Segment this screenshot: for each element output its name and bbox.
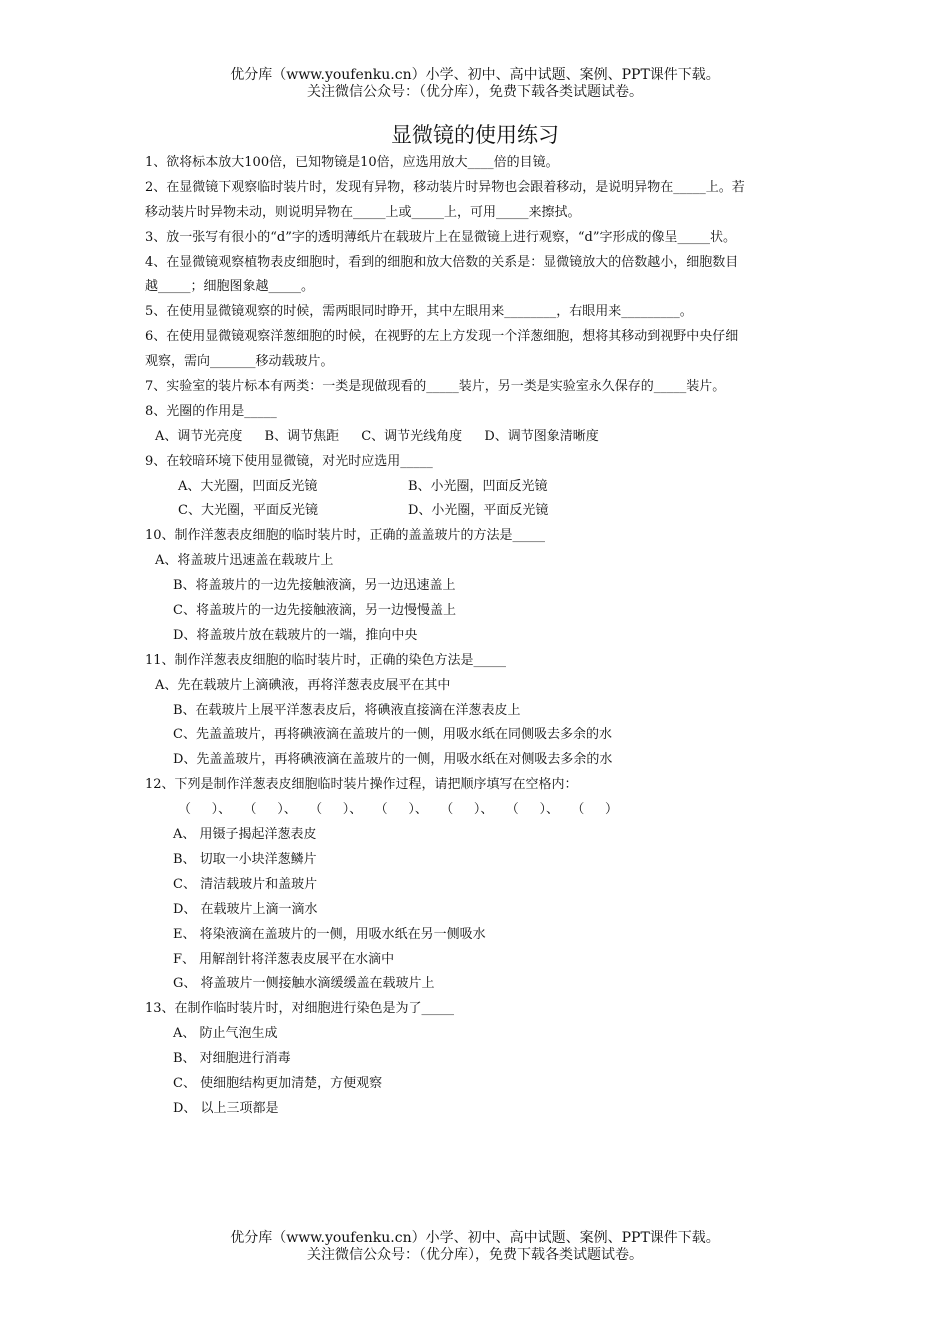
question-8-options <box>145 425 825 450</box>
question-9-options-row-1 <box>145 475 825 500</box>
step-b: B、 切取一小块洋葱鳞片 <box>173 851 317 867</box>
option-c: C、将盖玻片的一边先接触液滴，另一边慢慢盖上 <box>173 603 456 619</box>
question-11-stem: 11、制作洋葱表皮细胞的临时装片时，正确的染色方法是_____ <box>145 652 507 668</box>
step-d: D、 在载玻片上滴一滴水 <box>173 901 318 917</box>
option-c: C、 使细胞结构更加清楚，方便观察 <box>173 1075 383 1091</box>
question-4-line-2: 越_____；细胞图象越_____。 <box>145 279 315 295</box>
option-b: B、 对细胞进行消毒 <box>173 1051 291 1067</box>
footer-line-1: 优分库（www.youfenku.cn）小学、初中、高中试题、案例、PPT课件下载。 <box>230 1230 720 1246</box>
question-10-stem: 10、制作洋葱表皮细胞的临时装片时，正确的盖盖玻片的方法是_____ <box>145 528 546 544</box>
page-title: 显微镜的使用练习 <box>391 123 559 147</box>
option-a: A、 防止气泡生成 <box>173 1026 278 1042</box>
page-header <box>0 67 950 101</box>
option-d: D、将盖玻片放在载玻片的一端，推向中央 <box>173 627 418 643</box>
question-13-stem: 13、在制作临时装片时，对细胞进行染色是为了_____ <box>145 1001 455 1017</box>
question-1: 1、欲将标本放大100倍，已知物镜是10倍，应选用放大____倍的目镜。 <box>145 155 559 170</box>
question-2-line-2: 移动装片时异物未动，则说明异物在_____上或_____上，可用_____来擦拭。 <box>145 204 581 220</box>
header-line-1: 优分库（www.youfenku.cn）小学、初中、高中试题、案例、PPT课件下载。 <box>230 67 720 83</box>
header-line-2: 关注微信公众号：（优分库），免费下载各类试题试卷。 <box>307 84 643 100</box>
option-d: D、先盖盖玻片，再将碘液滴在盖玻片的一侧，用吸水纸在对侧吸去多余的水 <box>173 752 613 768</box>
question-3: 3、放一张写有很小的“d”字的透明薄纸片在载玻片上在显微镜上进行观察，“d”字形成的像呈_____状。 <box>145 229 736 245</box>
option-a: A、调节光亮度 <box>155 428 243 444</box>
option-c: C、大光圈，平面反光镜 <box>178 503 318 519</box>
option-b: B、小光圈，凹面反光镜 <box>408 478 548 494</box>
option-b: B、在载玻片上展平洋葱表皮后，将碘液直接滴在洋葱表皮上 <box>173 702 521 718</box>
option-a: A、先在载玻片上滴碘液，再将洋葱表皮展平在其中 <box>155 677 451 693</box>
question-5: 5、在使用显微镜观察的时候，需两眼同时睁开，其中左眼用来________，右眼用来_________。 <box>145 304 693 320</box>
question-2-line-1: 2、在显微镜下观察临时装片时，发现有异物，移动装片时异物也会跟着移动，是说明异物在_____上。若 <box>145 179 745 195</box>
question-9-stem: 9、在较暗环境下使用显微镜，对光时应选用_____ <box>145 453 433 469</box>
option-c: C、调节光线角度 <box>361 428 463 444</box>
worksheet-body <box>145 151 825 1122</box>
question-9-options-row-2 <box>145 499 825 524</box>
option-b: B、调节焦距 <box>264 428 340 444</box>
question-7: 7、实验室的装片标本有两类：一类是现做现看的_____装片，另一类是实验室永久保存的_____装片。 <box>145 379 726 395</box>
question-6-line-2: 观察，需向_______移动载玻片。 <box>145 354 334 370</box>
step-f: F、 用解剖针将洋葱表皮展平在水滴中 <box>173 951 395 967</box>
question-4-line-1: 4、在显微镜观察植物表皮细胞时，看到的细胞和放大倍数的关系是：显微镜放大的倍数越小，细胞数目 <box>145 254 739 270</box>
step-a: A、 用镊子揭起洋葱表皮 <box>173 827 317 843</box>
step-c: C、 清洁载玻片和盖玻片 <box>173 876 318 892</box>
step-e: E、 将染液滴在盖玻片的一侧，用吸水纸在另一侧吸水 <box>173 926 486 942</box>
page-footer <box>0 1230 950 1264</box>
question-12-stem: 12、下列是制作洋葱表皮细胞临时装片操作过程，请把顺序填写在空格内： <box>145 777 578 793</box>
step-g: G、 将盖玻片一侧接触水滴缓缓盖在载玻片上 <box>173 976 435 992</box>
option-c: C、先盖盖玻片，再将碘液滴在盖玻片的一侧，用吸水纸在同侧吸去多余的水 <box>173 727 612 743</box>
option-b: B、将盖玻片的一边先接触液滴，另一边迅速盖上 <box>173 578 456 594</box>
question-8-stem: 8、光圈的作用是_____ <box>145 403 277 419</box>
option-d: D、小光圈，平面反光镜 <box>408 503 549 519</box>
option-a: A、将盖玻片迅速盖在载玻片上 <box>155 553 334 569</box>
footer-line-2: 关注微信公众号：（优分库），免费下载各类试题试卷。 <box>307 1247 643 1263</box>
option-a: A、大光圈，凹面反光镜 <box>178 478 318 494</box>
option-d: D、调节图象清晰度 <box>484 428 599 444</box>
question-12-answer-blanks: （ ）、 （ ）、 （ ）、 （ ）、 （ ）、 （ ）、 （ ） <box>178 802 619 818</box>
question-6-line-1: 6、在使用显微镜观察洋葱细胞的时候，在视野的左上方发现一个洋葱细胞，想将其移动到视野中央仔细 <box>145 329 739 345</box>
option-d: D、 以上三项都是 <box>173 1100 279 1116</box>
